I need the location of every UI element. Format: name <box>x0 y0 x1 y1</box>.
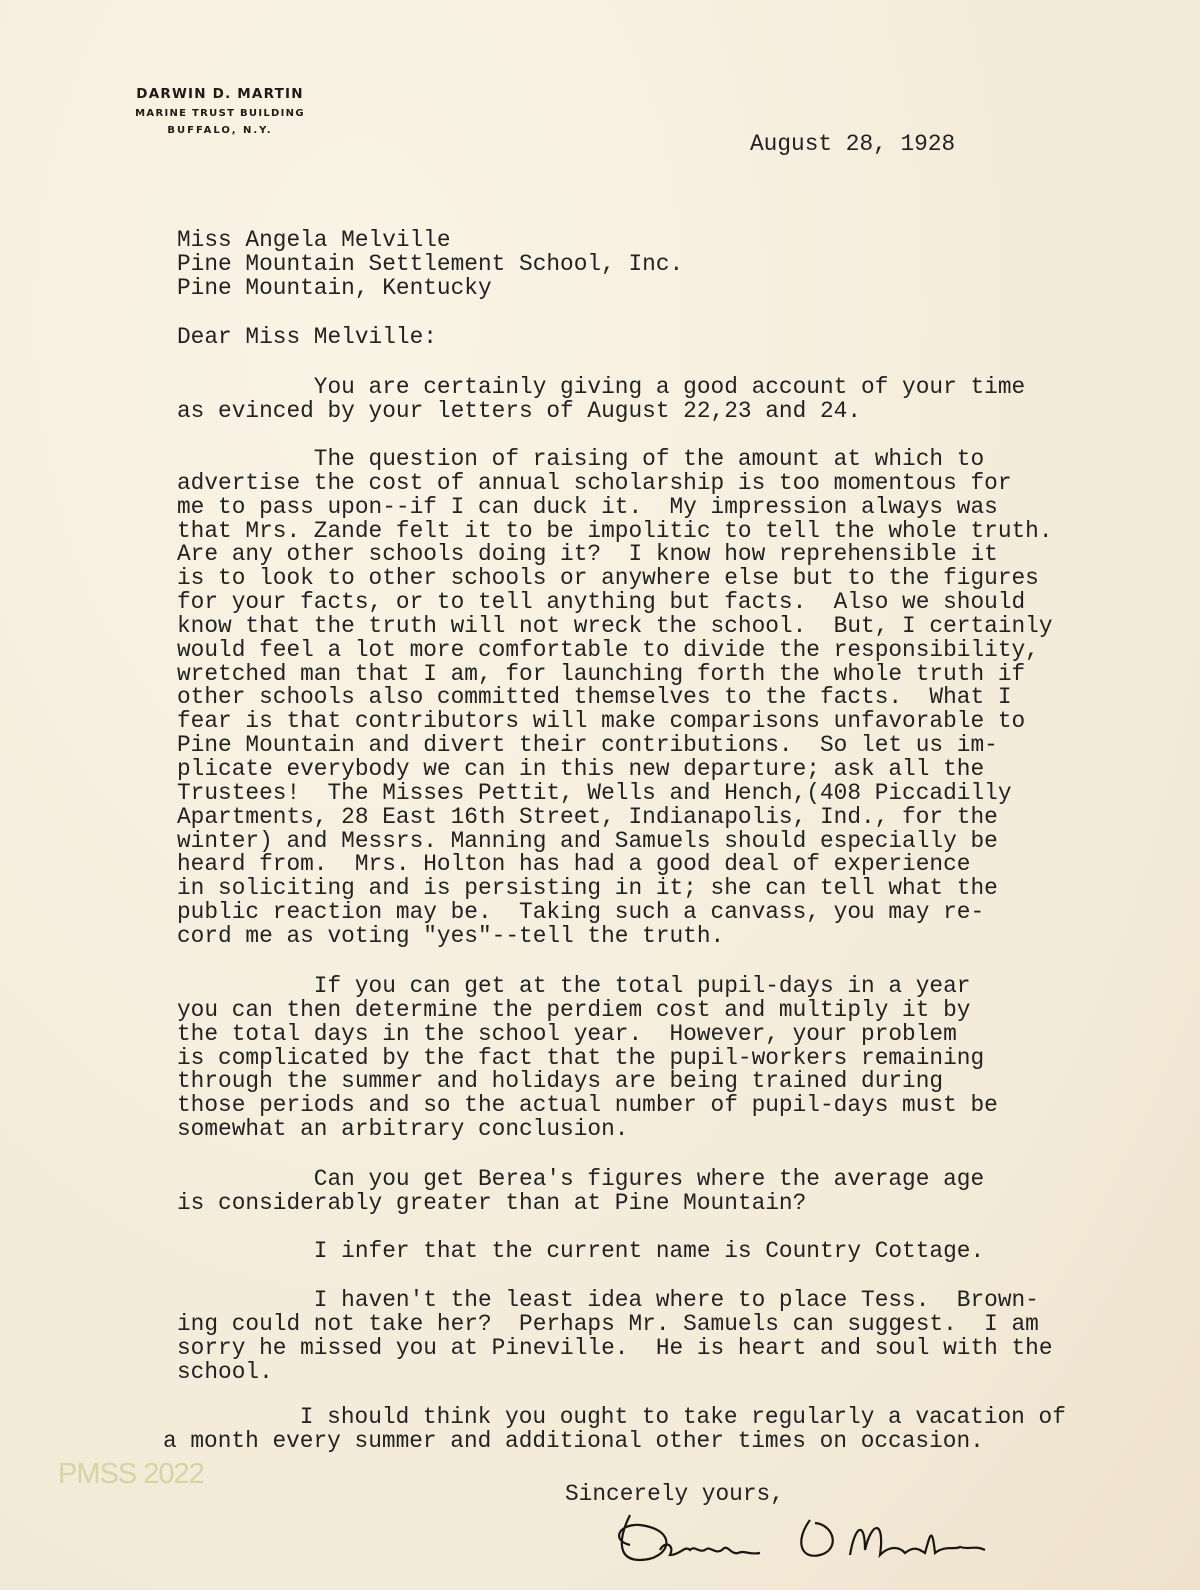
text-line: is to look to other schools or anywhere else but to the figures <box>177 565 1039 592</box>
salutation: Dear Miss Melville: <box>177 324 437 350</box>
text-line: through the summer and holidays are being trained during <box>177 1068 944 1095</box>
letterhead-name: DARWIN D. MARTIN <box>136 86 304 102</box>
text-line: Pine Mountain, Kentucky <box>177 274 492 301</box>
text-line: heard from. Mrs. Holton has had a good deal of experience <box>177 851 971 878</box>
text-line: The question of raising of the amount at which to <box>177 446 985 472</box>
text-line: is considerably greater than at Pine Mountain? <box>177 1189 807 1216</box>
text-line: I infer that the current name is Country Cottage. <box>177 1238 985 1264</box>
text-line: know that the truth will not wreck the school. But, I certainly <box>177 612 1053 639</box>
text-line: school. <box>177 1358 273 1385</box>
text-line: Apartments, 28 East 16th Street, Indianapolis, Ind., for the <box>177 803 998 830</box>
paragraph <box>177 376 1025 424</box>
text-line: ing could not take her? Perhaps Mr. Samuels can suggest. I am <box>177 1310 1039 1337</box>
text-line: public reaction may be. Taking such a canvass, you may re- <box>177 899 985 926</box>
paragraph <box>177 1168 984 1216</box>
text-line: me to pass upon--if I can duck it. My impression always was <box>177 493 998 520</box>
paragraph <box>177 975 998 1142</box>
text-line: those periods and so the actual number of pupil-days must be <box>177 1092 998 1119</box>
text-line: cord me as voting "yes"--tell the truth. <box>177 922 725 949</box>
letter-date: August 28, 1928 <box>750 131 956 157</box>
text-line: in soliciting and is persisting in it; she can tell what the <box>177 875 998 902</box>
letterhead-city: BUFFALO, N.Y. <box>167 125 273 136</box>
text-line: the total days in the school year. However, your problem <box>177 1020 957 1047</box>
paragraph <box>177 1289 1053 1384</box>
letterhead <box>100 86 340 136</box>
text-line: sorry he missed you at Pineville. He is heart and soul with the <box>177 1334 1053 1361</box>
text-line: would feel a lot more comfortable to divide the responsibility, <box>177 636 1039 663</box>
recipient-address <box>177 229 683 301</box>
text-line: Pine Mountain Settlement School, Inc. <box>177 250 684 277</box>
closing: Sincerely yours, <box>565 1481 784 1507</box>
text-line: If you can get at the total pupil-days in a year <box>177 973 971 999</box>
text-line: for your facts, or to tell anything but facts. Also we should <box>177 589 1026 616</box>
text-line: I should think you ought to take regularly a vacation of <box>163 1404 1066 1430</box>
text-line: you can then determine the perdiem cost and multiply it by <box>177 996 971 1023</box>
text-line: winter) and Messrs. Manning and Samuels should especially be <box>177 827 998 854</box>
text-line: Miss Angela Melville <box>177 227 451 253</box>
text-line: Can you get Berea's figures where the average age <box>177 1166 985 1192</box>
paragraph <box>177 448 1053 949</box>
signature <box>610 1505 1030 1580</box>
text-line: as evinced by your letters of August 22,23 and 24. <box>177 397 862 424</box>
text-line: Pine Mountain and divert their contributions. So let us im- <box>177 732 998 759</box>
text-line: Are any other schools doing it? I know how reprehensible it <box>177 541 998 568</box>
text-line: advertise the cost of annual scholarship is too momentous for <box>177 469 1012 496</box>
text-line: other schools also committed themselves to the facts. What I <box>177 684 1012 711</box>
text-line: plicate everybody we can in this new departure; ask all the <box>177 755 985 782</box>
text-line: is complicated by the fact that the pupil-workers remaining <box>177 1044 985 1071</box>
text-line: somewhat an arbitrary conclusion. <box>177 1116 629 1143</box>
text-line: a month every summer and additional other times on occasion. <box>163 1427 984 1454</box>
text-line: that Mrs. Zande felt it to be impolitic to tell the whole truth. <box>177 517 1053 544</box>
paragraph <box>163 1406 1066 1454</box>
watermark: PMSS 2022 <box>58 1458 204 1490</box>
paragraph <box>177 1240 984 1264</box>
text-line: Trustees! The Misses Pettit, Wells and Hench,(408 Piccadilly <box>177 779 1012 806</box>
letterhead-building: MARINE TRUST BUILDING <box>135 108 305 119</box>
text-line: wretched man that I am, for launching forth the whole truth if <box>177 660 1026 687</box>
signature-image <box>610 1505 1030 1575</box>
text-line: fear is that contributors will make comparisons unfavorable to <box>177 708 1026 735</box>
text-line: I haven't the least idea where to place Tess. Brown- <box>177 1287 1039 1313</box>
text-line: You are certainly giving a good account of your time <box>177 374 1026 400</box>
